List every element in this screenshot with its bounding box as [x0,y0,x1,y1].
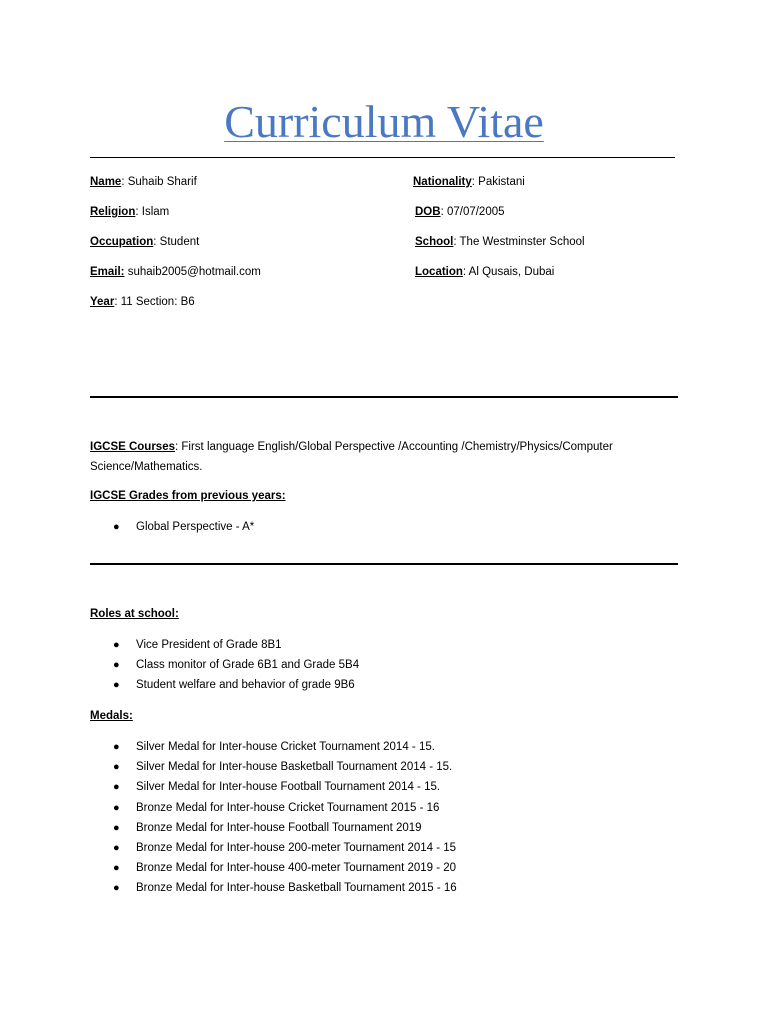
bullet-icon: ● [113,841,120,854]
medal-item-text: Bronze Medal for Inter-house Cricket Tournament 2015 - 16 [136,801,440,814]
religion-label: Religion [90,206,136,218]
location-label: Location [415,266,463,278]
email-value: suhaib2005@hotmail.com [124,266,261,278]
nationality-label: Nationality [413,176,472,188]
medal-item-text: Bronze Medal for Inter-house Basketball Tournament 2015 - 16 [136,882,457,895]
dob-label: DOB [415,206,441,218]
bullet-icon: ● [113,761,120,774]
nationality-value: : Pakistani [471,176,525,188]
document-title: Curriculum Vitae [224,96,544,147]
religion-value: : Islam [135,206,170,218]
year-label: Year [90,296,115,308]
dob-field [415,204,505,220]
email-field [90,264,261,280]
religion-field [90,204,169,220]
bullet-icon: ● [113,741,120,753]
email-label: Email: [90,266,125,278]
medal-item-text: Bronze Medal for Inter-house 200-meter Tournament 2014 - 15 [136,841,457,854]
location-value: : Al Qusais, Dubai [462,266,555,278]
medal-item-text: Bronze Medal for Inter-house Football Tournament 2019 [136,821,422,834]
nationality-field [413,174,525,190]
year-value: : 11 Section: B6 [114,296,195,308]
name-field [90,174,197,190]
bullet-icon: ● [113,659,120,672]
name-label: Name [90,176,122,188]
school-field [415,234,585,250]
igcse-courses-value: : First language English/Global Perspective /Accounting /Chemistry/Physics/Computer Science/Mathematics. [90,441,613,473]
occupation-value: : Student [153,236,200,248]
igcse-courses-label: IGCSE Courses [90,441,175,453]
section-divider-1 [90,396,678,398]
bullet-icon: ● [113,862,120,875]
medals-heading: Medals: [90,710,133,722]
occupation-field [90,234,199,250]
school-value: : The Westminster School [453,236,585,248]
bullet-icon: ● [113,679,120,692]
year-field [90,294,195,310]
role-item-text: Class monitor of Grade 6B1 and Grade 5B4 [136,659,360,672]
medal-item-text: Bronze Medal for Inter-house 400-meter Tournament 2019 - 20 [136,862,457,875]
bullet-icon: ● [113,521,120,533]
roles-heading: Roles at school: [90,608,179,620]
bullet-icon: ● [113,821,120,834]
medal-item-text: Silver Medal for Inter-house Cricket Tournament 2014 - 15. [136,741,435,753]
occupation-label: Occupation [90,236,154,248]
location-field [415,264,554,280]
medal-item-text: Silver Medal for Inter-house Football Tournament 2014 - 15. [136,781,441,794]
school-label: School [415,236,454,248]
igcse-courses [90,437,650,477]
bullet-icon: ● [113,882,120,895]
name-value: : Suhaib Sharif [121,176,197,188]
grade-item-text: Global Perspective - A* [136,521,255,533]
bullet-icon: ● [113,639,120,651]
dob-value: : 07/07/2005 [440,206,505,218]
title-divider [90,157,675,158]
bullet-icon: ● [113,801,120,814]
bullet-icon: ● [113,781,120,794]
medal-item-text: Silver Medal for Inter-house Basketball Tournament 2014 - 15. [136,761,453,774]
role-item-text: Vice President of Grade 8B1 [136,639,282,651]
igcse-grades-heading: IGCSE Grades from previous years: [90,490,286,502]
section-divider-2 [90,563,678,565]
role-item-text: Student welfare and behavior of grade 9B6 [136,679,355,692]
